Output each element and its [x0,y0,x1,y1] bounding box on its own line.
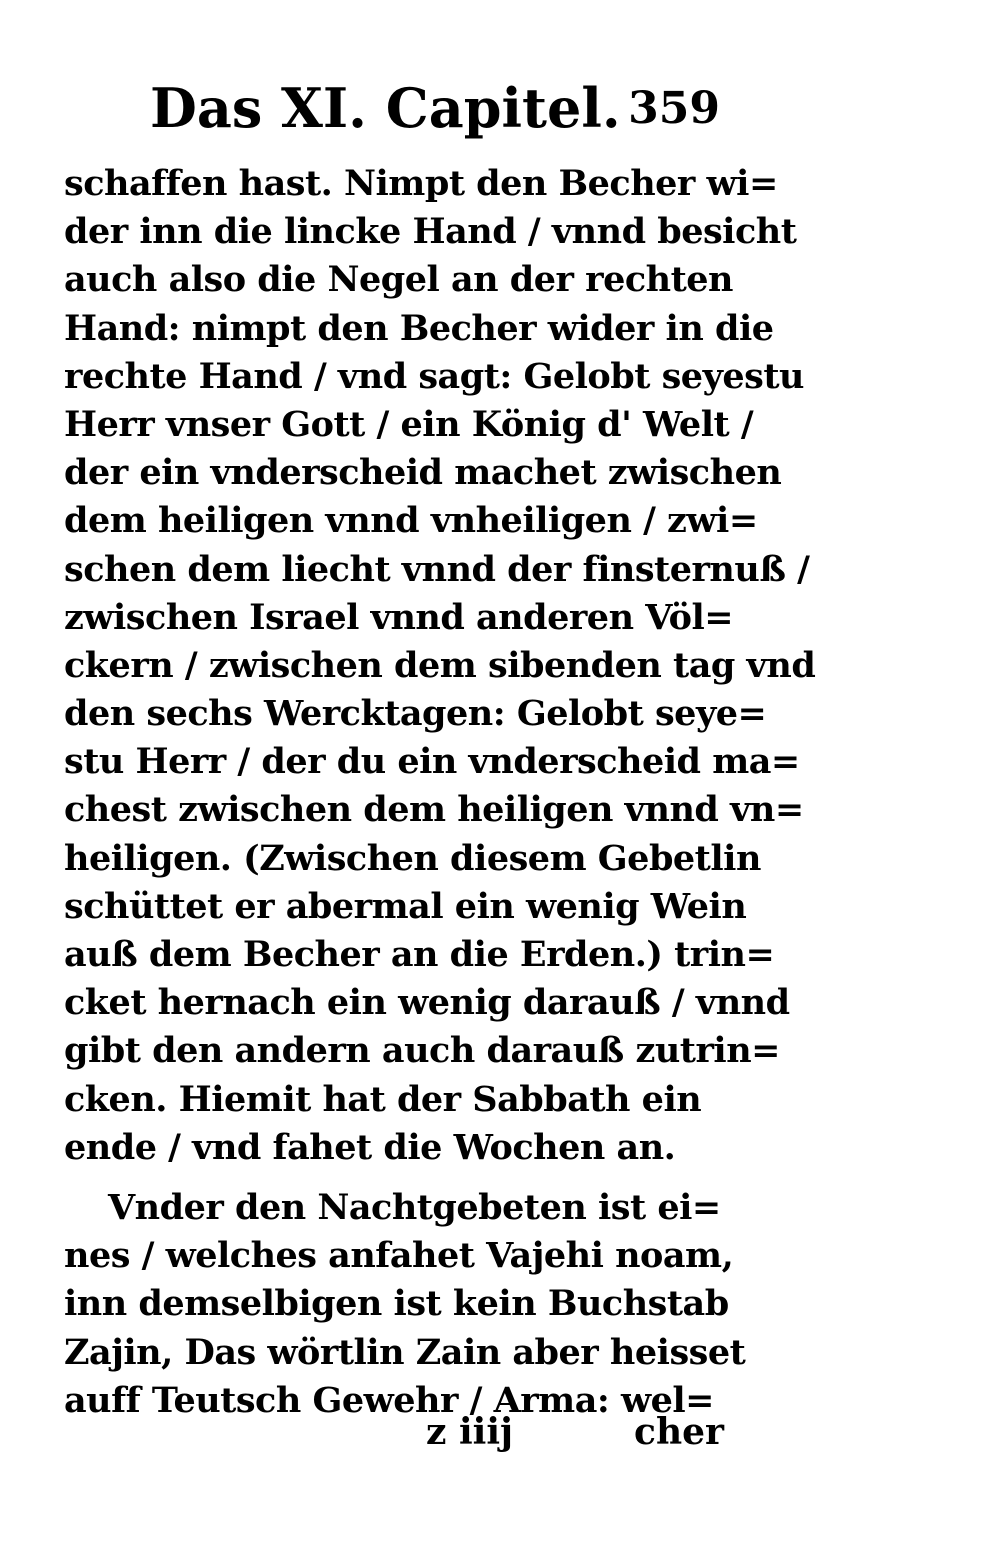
page-footer [64,1402,724,1462]
text-line: Zajin, Das wörtlin Zain aber heisset [64,1331,746,1373]
text-line: der ein vnderscheid machet zwischen [64,452,782,494]
text-line: dem heiligen vnnd vnheiligen / zwi= [64,500,758,542]
catchword: cher [634,1411,724,1453]
text-line: zwischen Israel vnnd anderen Völ= [64,596,734,638]
text-line: schaffen hast. Nimpt den Becher wi= [64,163,778,204]
text-line: chest zwischen dem heiligen vnnd vn= [64,789,804,831]
text-line: inn demselbigen ist kein Buchstab [64,1283,729,1325]
text-line: auß dem Becher an die Erden.) trin= [64,934,775,975]
text-line: ende / vnd fahet die Wochen an. [64,1126,676,1168]
text-line: ckern / zwischen dem sibenden tag vnd [64,644,816,686]
text-line: heiligen. (Zwischen diesem Gebetlin [64,837,761,879]
text-line: den sechs Wercktagen: Gelobt seye= [64,693,767,735]
running-title: Das XI. Capitel. [150,76,621,140]
text-line: stu Herr / der du ein vnderscheid ma= [64,741,800,783]
paragraph-gap [64,1172,724,1184]
page-number: 359 [628,83,720,134]
signature-mark: z iiij [426,1411,514,1453]
text-line: Herr vnser Gott / ein König d' Welt / [64,403,754,445]
text-line: cket hernach ein wenig darauß / vnnd [64,982,790,1024]
text-line: Hand: nimpt den Becher wider in die [64,307,774,349]
text-line: rechte Hand / vnd sagt: Gelobt seyestu [64,355,804,397]
text-line: schen dem liecht vnnd der finsternuß / [64,548,810,590]
text-line: schüttet er abermal ein wenig Wein [64,885,747,927]
body-text [64,160,816,1425]
text-line: der inn die lincke Hand / vnnd besicht [64,211,797,253]
text-line: auch also die Negel an der rechten [64,259,734,301]
text-line: Vnder den Nachtgebeten ist ei= [108,1186,721,1228]
text-line: nes / welches anfahet Vajehi noam, [64,1235,734,1277]
text-line: gibt den andern auch darauß zutrin= [64,1030,780,1072]
text-line: auff Teutsch Gewehr / Arma: wel= [64,1379,715,1421]
text-line: cken. Hiemit hat der Sabbath ein [64,1078,702,1120]
page-header [150,68,720,148]
